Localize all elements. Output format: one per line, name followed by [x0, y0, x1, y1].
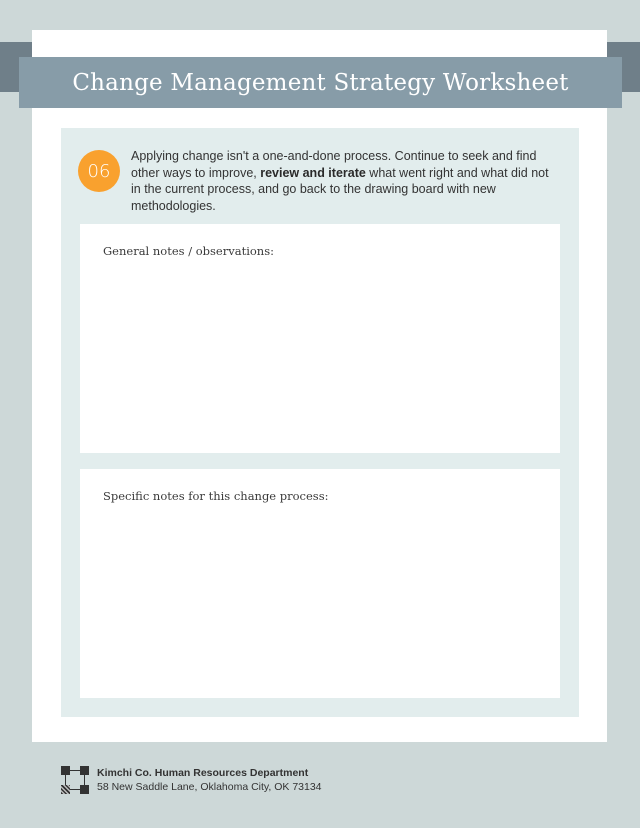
general-notes-box[interactable]: [80, 224, 560, 453]
description-text: Applying change isn't a one-and-done process. Continue to seek and find other ways to improve,: [131, 149, 537, 180]
step-description: [131, 148, 561, 214]
step-number-badge: 06: [78, 150, 120, 192]
specific-notes-label: Specific notes for this change process:: [103, 489, 329, 503]
title-bar: [19, 57, 622, 108]
description-emphasis: review and iterate: [260, 165, 366, 180]
organization-address: 58 New Saddle Lane, Oklahoma City, OK 73134: [97, 781, 322, 793]
specific-notes-box[interactable]: [80, 469, 560, 698]
general-notes-label: General notes / observations:: [103, 244, 274, 258]
footer-text: [97, 766, 322, 794]
page-title: Change Management Strategy Worksheet: [72, 69, 569, 96]
network-squares-icon: [61, 766, 89, 794]
organization-name: Kimchi Co. Human Resources Department: [97, 767, 309, 779]
step-panel: [61, 128, 579, 717]
footer: [61, 766, 322, 794]
description-text-end: what went right and what did not in the current process, and go back to the drawing board with new methodologies.: [131, 165, 549, 213]
